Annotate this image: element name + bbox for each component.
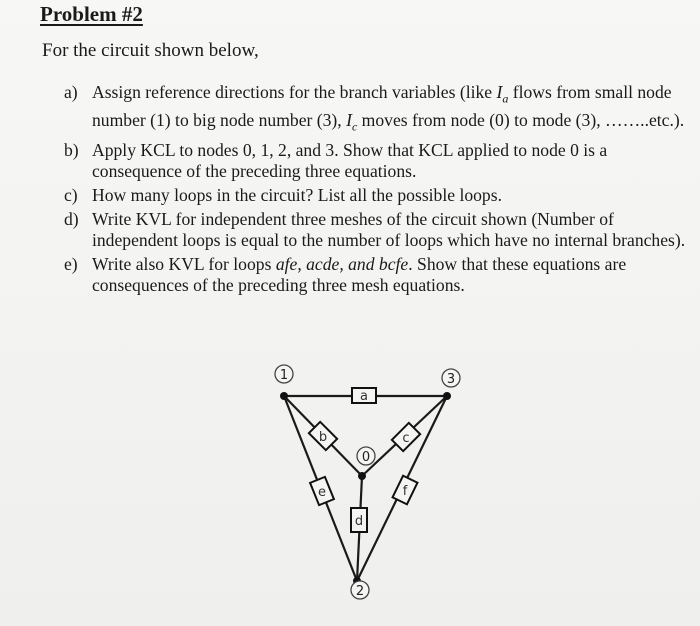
current-a-var: I bbox=[496, 82, 503, 102]
branch-d-label: d bbox=[354, 514, 364, 529]
branch-a-box bbox=[352, 388, 376, 404]
branch-c-box bbox=[392, 423, 421, 452]
current-c-var: I bbox=[346, 109, 352, 130]
node-2-label bbox=[351, 581, 369, 599]
item-a-text-part-3: moves from node (0) to mode (3), ……..etc.). bbox=[357, 109, 685, 130]
branch-d-box bbox=[351, 508, 367, 532]
branch-f-box bbox=[393, 476, 418, 505]
node-0-text: 0 bbox=[361, 450, 371, 465]
branch-a-label: a bbox=[360, 389, 368, 404]
item-c-label: c) bbox=[64, 185, 78, 206]
item-d-label: d) bbox=[64, 209, 79, 230]
node-3-dot bbox=[443, 392, 451, 400]
item-e-text bbox=[92, 254, 694, 296]
circuit-diagram bbox=[262, 360, 482, 610]
node-0-label bbox=[357, 447, 375, 465]
item-d bbox=[64, 209, 694, 251]
item-a bbox=[64, 82, 694, 137]
item-b-text: Apply KCL to nodes 0, 1, 2, and 3. Show that KCL applied to node 0 is a consequence of the preceding three equations. bbox=[92, 140, 608, 182]
item-a-text bbox=[92, 82, 694, 137]
node-2-text: 2 bbox=[355, 584, 365, 599]
problem-title: Problem #2 bbox=[40, 2, 143, 26]
item-a-text-part-1: Assign reference directions for the branch variables (like bbox=[92, 82, 497, 102]
item-e-text-part-2: . Show that these equations are consequences of the preceding three mesh equations. bbox=[92, 254, 627, 296]
node-3-text: 3 bbox=[446, 372, 456, 387]
item-c bbox=[64, 185, 694, 206]
problem-items-list bbox=[64, 82, 694, 299]
current-a-symbol bbox=[496, 82, 509, 106]
branch-b-label: b bbox=[318, 430, 328, 445]
node-0-dot bbox=[358, 472, 366, 480]
item-b bbox=[64, 140, 694, 182]
item-e-label: e) bbox=[64, 254, 78, 275]
item-a-text-part-2: flows from small node number (1) to big node number (3), bbox=[92, 82, 672, 130]
branch-e-label: e bbox=[318, 485, 326, 500]
item-d-text: Write KVL for independent three meshes of the circuit shown (Number of independent loops is equal to the number of loops which have no internal branches). bbox=[92, 209, 686, 251]
item-e-text-part-1: Write also KVL for loops bbox=[92, 254, 276, 275]
current-c-symbol bbox=[346, 109, 358, 134]
item-b-label: b) bbox=[64, 140, 79, 161]
current-a-subscript: a bbox=[502, 91, 509, 106]
item-e-loop-names: afe, acde, and bcfe bbox=[275, 254, 409, 275]
current-c-subscript: c bbox=[351, 119, 358, 134]
problem-intro: For the circuit shown below, bbox=[42, 40, 259, 61]
item-e bbox=[64, 254, 694, 296]
item-a-label: a) bbox=[64, 82, 78, 102]
item-c-text: How many loops in the circuit? List all the possible loops. bbox=[92, 185, 502, 206]
branch-c-label: c bbox=[402, 431, 410, 446]
node-1-label bbox=[275, 365, 293, 383]
node-1-text: 1 bbox=[279, 368, 289, 383]
node-3-label bbox=[442, 369, 460, 387]
node-1-dot bbox=[280, 392, 288, 400]
branch-e-box bbox=[310, 477, 334, 505]
branch-f-label: f bbox=[402, 484, 408, 499]
